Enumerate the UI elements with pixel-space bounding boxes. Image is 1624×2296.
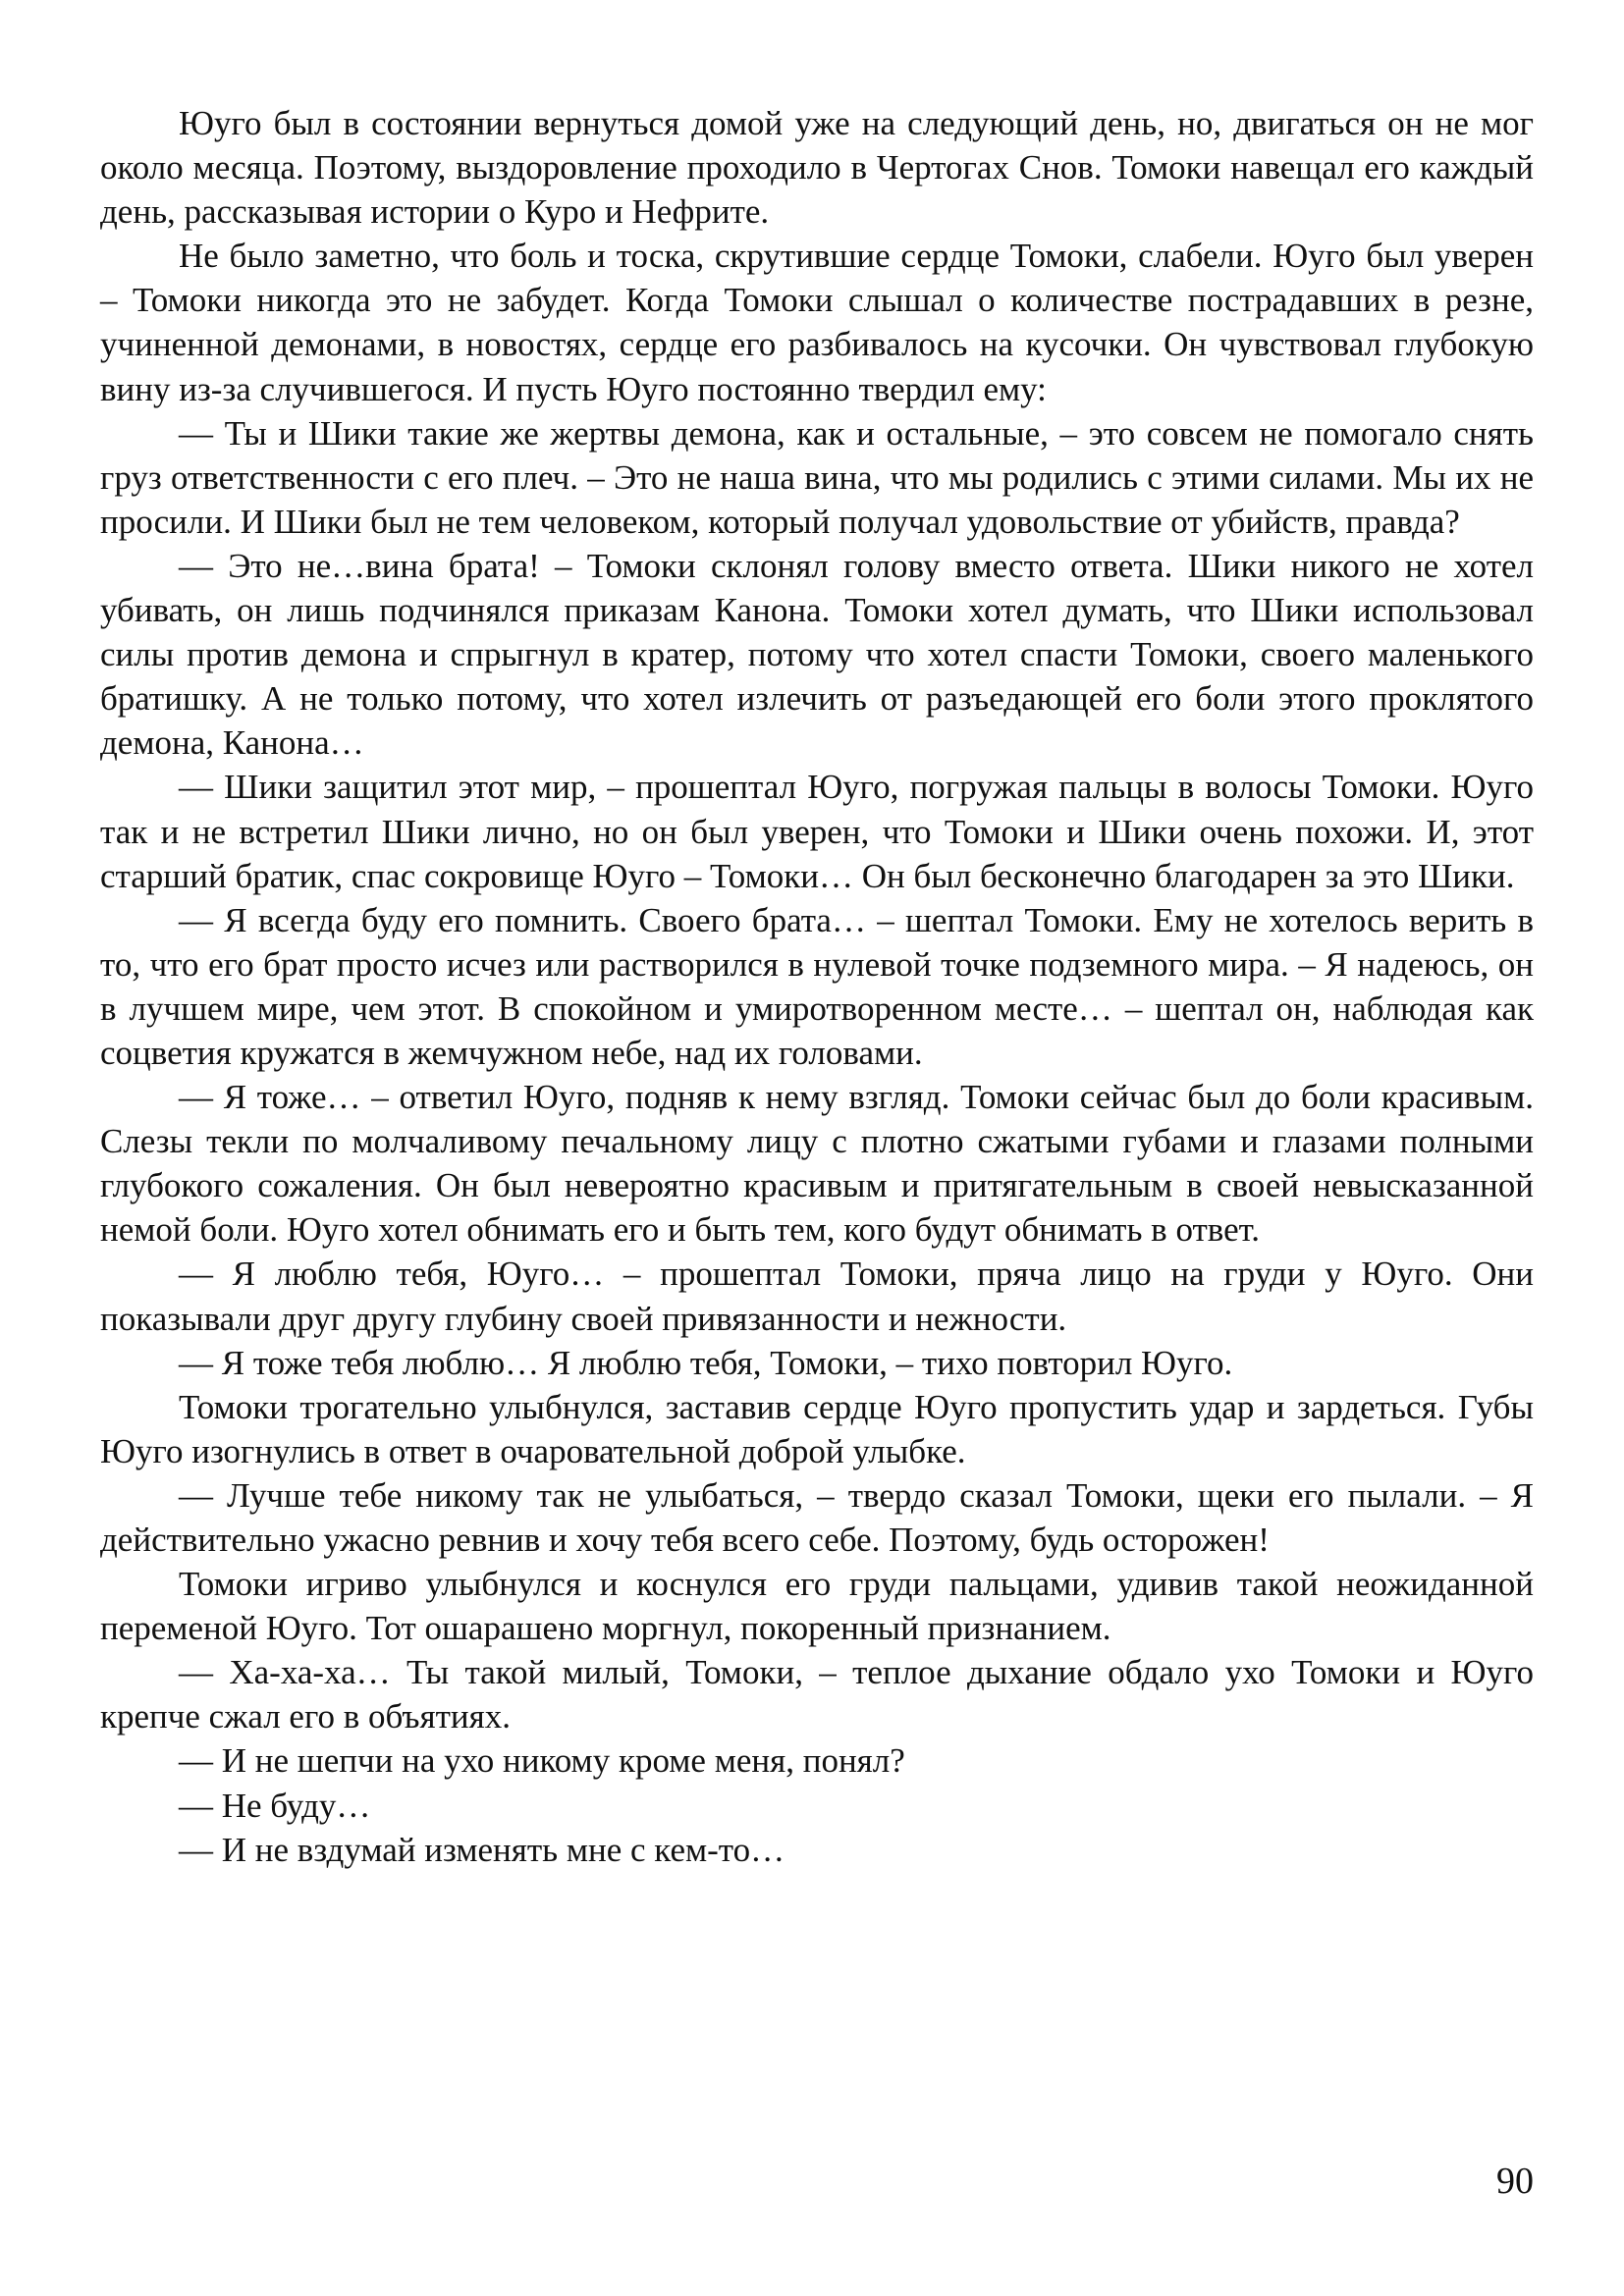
paragraph: — Я всегда буду его помнить. Своего брата… – шептал Томоки. Ему не хотелось верить в то, что его брат просто исчез или растворился в нулевой точке подземного мира. – Я надеюсь, он в лучшем мире, чем этот. В спокойном и умиротворенном месте… – шептал он, наблюдая как соцветия кружатся в жемчужном небе, над их головами. xyxy=(100,900,1534,1072)
page-body xyxy=(100,101,1534,1872)
paragraph: Юуго был в состоянии вернуться домой уже на следующий день, но, двигаться он не мог около месяца. Поэтому, выздоровление проходило в Чертогах Снов. Томоки навещал его каждый день, рассказывая истории о Куро и Нефрите. xyxy=(100,104,1534,232)
paragraph: — Я тоже… – ответил Юуго, подняв к нему взгляд. Томоки сейчас был до боли красивым. Слезы текли по молчаливому печальному лицу с плотно сжатыми губами и глазами полными глубокого сожаления. Он был невероятно красивым и притягательным в своей невысказанной немой боли. Юуго хотел обнимать его и быть тем, кого будут обнимать в ответ. xyxy=(100,1078,1534,1250)
paragraph: — Это не…вина брата! – Томоки склонял голову вместо ответа. Шики никого не хотел убивать, он лишь подчинялся приказам Канона. Томоки хотел думать, что Шики использовал силы против демона и спрыгнул в кратер, потому что хотел спасти Томоки, своего маленького братишку. А не только потому, что хотел излечить от разъедающей его боли этого проклятого демона, Канона… xyxy=(100,546,1534,763)
paragraph: — И не шепчи на ухо никому кроме меня, понял? xyxy=(179,1741,905,1781)
page-number: 90 xyxy=(1496,2161,1534,2202)
paragraph: — Ха-ха-ха… Ты такой милый, Томоки, – теплое дыхание обдало ухо Томоки и Юуго крепче сжал его в объятиях. xyxy=(100,1653,1534,1736)
paragraph: Томоки игриво улыбнулся и коснулся его груди пальцами, удивив такой неожиданной переменой Юуго. Тот ошарашено моргнул, покоренный признанием. xyxy=(100,1565,1534,1648)
paragraph: — Не буду… xyxy=(179,1786,371,1825)
paragraph: — Шики защитил этот мир, – прошептал Юуго, погружая пальцы в волосы Томоки. Юуго так и не встретил Шики лично, но он был уверен, что Томоки и Шики очень похожи. И, этот старший братик, спас сокровище Юуго – Томоки… Он был бесконечно благодарен за это Шики. xyxy=(100,768,1534,895)
paragraph: — Лучше тебе никому так не улыбаться, – твердо сказал Томоки, щеки его пылали. – Я действительно ужасно ревнив и хочу тебя всего себе. Поэтому, будь осторожен! xyxy=(100,1475,1534,1559)
paragraph: — И не вздумай изменять мне с кем-то… xyxy=(179,1830,785,1869)
paragraph: — Я люблю тебя, Юуго… – прошептал Томоки, пряча лицо на груди у Юуго. Они показывали друг другу глубину своей привязанности и нежности. xyxy=(100,1255,1534,1338)
paragraph: — Ты и Шики такие же жертвы демона, как и остальные, – это совсем не помогало снять груз ответственности с его плеч. – Это не наша вина, что мы родились с этими силами. Мы их не просили. И Шики был не тем человеком, который получал удовольствие от убийств, правда? xyxy=(100,413,1534,541)
paragraph: Томоки трогательно улыбнулся, заставив сердце Юуго пропустить удар и зардеться. Губы Юуго изогнулись в ответ в очаровательной доброй улыбке. xyxy=(100,1387,1534,1470)
paragraph: Не было заметно, что боль и тоска, скрутившие сердце Томоки, слабели. Юуго был уверен – Томоки никогда это не забудет. Когда Томоки слышал о количестве пострадавших в резне, учиненной демонами, в новостях, сердце его разбивалось на кусочки. Он чувствовал глубокую вину из-за случившегося. И пусть Юуго постоянно твердил ему: xyxy=(100,237,1534,408)
paragraph: — Я тоже тебя люблю… Я люблю тебя, Томоки, – тихо повторил Юуго. xyxy=(179,1343,1233,1382)
